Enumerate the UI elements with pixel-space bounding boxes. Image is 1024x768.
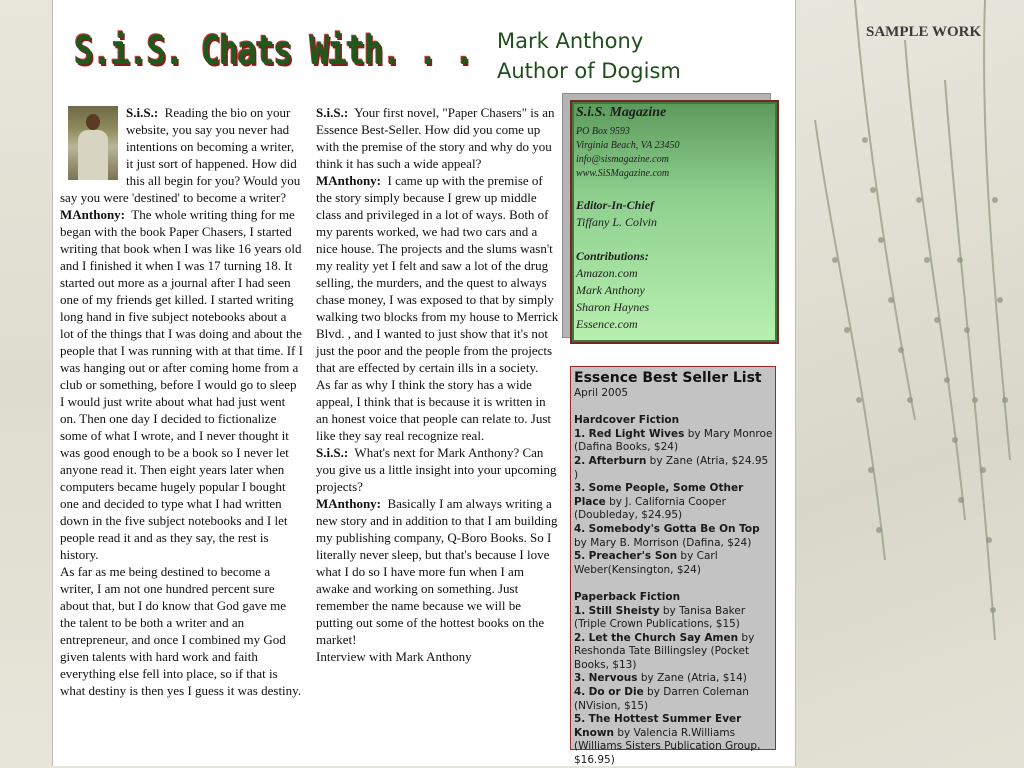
question-3 (316, 444, 559, 495)
page-title: S.i.S. Chats With. . . (74, 28, 473, 74)
answer-1-continued: As far as me being destined to become a writer, I am not one hundred percent sure about that, but I do know that God gave me the talent to be both a writer and an entrepreneur, and once I combined my God given talents with hard work and faith everything else fell into place, so if that is what destiny is then yes I guess it was destiny. (60, 564, 302, 698)
hardcover-heading: Hardcover Fiction (574, 414, 680, 427)
contributor-item: Sharon Haynes (576, 300, 650, 314)
magazine-address-1: PO Box 9593 (576, 126, 630, 137)
author-photo (68, 106, 118, 180)
answer-text: I came up with the premise of the story simply because I grew up middle class and privileged in a lot of ways. Both of my parents worked, we had two cars and a nice house. The projects and the slums wasn't my reality yet I felt and saw a lot of the drug selling, the murders, and the quest to always chase money, I was exposed to that by simply walking two blocks from my house to Merrick Blvd. , and I wanted to just show that it's not just the poor and the people from the projects that are effected by certain ills in a society. (316, 173, 559, 375)
contributions-heading: Contributions: (576, 249, 649, 263)
answer-speaker: MAnthony: (60, 207, 126, 222)
question-speaker: S.i.S.: (126, 105, 159, 120)
article-footer: Interview with Mark Anthony (316, 649, 472, 664)
contributor-item: Essence.com (576, 317, 638, 331)
answer-text: Basically I am always writing a new story and in addition to that I am building my publishing company, Q-Boro Books. So I literally never sleep, but that's because I love what I do so I have more fun when I am awake and working on something. Just remember the name because we will be putting out some of the hottest books on the market! (316, 496, 558, 647)
list-item: 4. Do or Die by Darren Coleman (NVision, $15) (574, 686, 749, 712)
answer-2-continued: As far as why I think the story has a wide appeal, I think that is because it is written in an honest voice that people can relate to. Just like they say real recognize real. (316, 377, 552, 443)
sample-work-label: SAMPLE WORK (866, 24, 982, 40)
best-seller-date: April 2005 (574, 387, 629, 399)
magazine-website: www.SiSMagazine.com (576, 168, 670, 179)
willow-branches-decoration (795, 0, 1024, 768)
masthead-box (570, 100, 779, 344)
editor-name: Tiffany L. Colvin (576, 215, 658, 229)
contributor-item: Amazon.com (576, 266, 638, 280)
question-text: Reading the bio on your website, you say you never had intentions on becoming a writer, it just sort of happened. How did this all begin for you? Would you say you were 'destined' to become a writer? (60, 105, 301, 205)
list-item: 1. Still Sheisty by Tanisa Baker (Triple Crown Publications, $15) (574, 604, 746, 631)
best-seller-box (570, 366, 776, 767)
list-item: 4. Somebody's Gotta Be On Top by Mary B. Morrison (Dafina, $24) (574, 522, 760, 549)
author-name: Mark Anthony (497, 29, 644, 53)
answer-2 (316, 172, 559, 376)
list-item: 3. Some People, Some Other Place by J. California Cooper (Doubleday, $24.95) (574, 482, 744, 522)
list-item: 5. Preacher's Son by Carl Weber(Kensington, $24) (574, 550, 718, 576)
author-block (497, 26, 681, 86)
question-speaker: S.i.S.: (316, 105, 349, 120)
list-item: 2. Let the Church Say Amen by Reshonda Tate Billingsley (Pocket Books, $13) (574, 631, 755, 671)
article-column-2 (316, 104, 559, 665)
list-item: 5. The Hottest Summer Ever Known by Valencia R.Williams (Williams Sisters Publication Group, $16.95) (574, 713, 761, 767)
question-speaker: S.i.S.: (316, 445, 349, 460)
answer-3 (316, 495, 559, 648)
best-seller-title: Essence Best Seller List (574, 370, 762, 386)
answer-speaker: MAnthony: (316, 496, 382, 511)
magazine-email: info@sismagazine.com (576, 154, 669, 165)
question-text: Your first novel, "Paper Chasers" is an Essence Best-Seller. How did you come up with the premise of the story and why do you think it has such a wide appeal? (316, 105, 555, 171)
list-item: 2. Afterburn by Zane (Atria, $24.95 ) (574, 454, 769, 481)
answer-1 (60, 206, 303, 563)
answer-text: The whole writing thing for me began with the book Paper Chasers, I started writing that book when I was like 16 years old and I finished it when I was 17 turning 18. It started out more as a journal after I had seen one of my friends get killed. I started writing long hand in five subject notebooks about a lot of the things that I was doing and about the people that I was running with at that time. If I was hanging out or after coming home from a club or something, before I would go to sleep I would just write about what had just went on. Then one day I decided to fictionalize some of what I wrote, and I never thought it was good enough to be a book so I never let anyone read it. Then eight years later when computers became hugely popular I bought one and decided to type what I had written down in the five subject notebooks and I let people read it and as they say, the rest is history. (60, 207, 303, 562)
question-2 (316, 104, 559, 172)
list-item: 3. Nervous by Zane (Atria, $14) (574, 672, 747, 685)
editor-heading: Editor-In-Chief (576, 198, 655, 212)
magazine-title: S.i.S. Magazine (576, 105, 667, 120)
background-right (795, 0, 1024, 768)
background-left (0, 0, 52, 768)
list-item: 1. Red Light Wives by Mary Monroe (Dafina Books, $24) (574, 427, 773, 454)
magazine-address-2: Virginia Beach, VA 23450 (576, 140, 680, 151)
article-column-1 (60, 104, 303, 699)
contributor-item: Mark Anthony (576, 283, 645, 297)
author-role: Author of Dogism (497, 59, 681, 83)
paperback-heading: Paperback Fiction (574, 590, 681, 603)
question-text: What's next for Mark Anthony? Can you give us a little insight into your upcoming projects? (316, 445, 557, 494)
answer-speaker: MAnthony: (316, 173, 382, 188)
